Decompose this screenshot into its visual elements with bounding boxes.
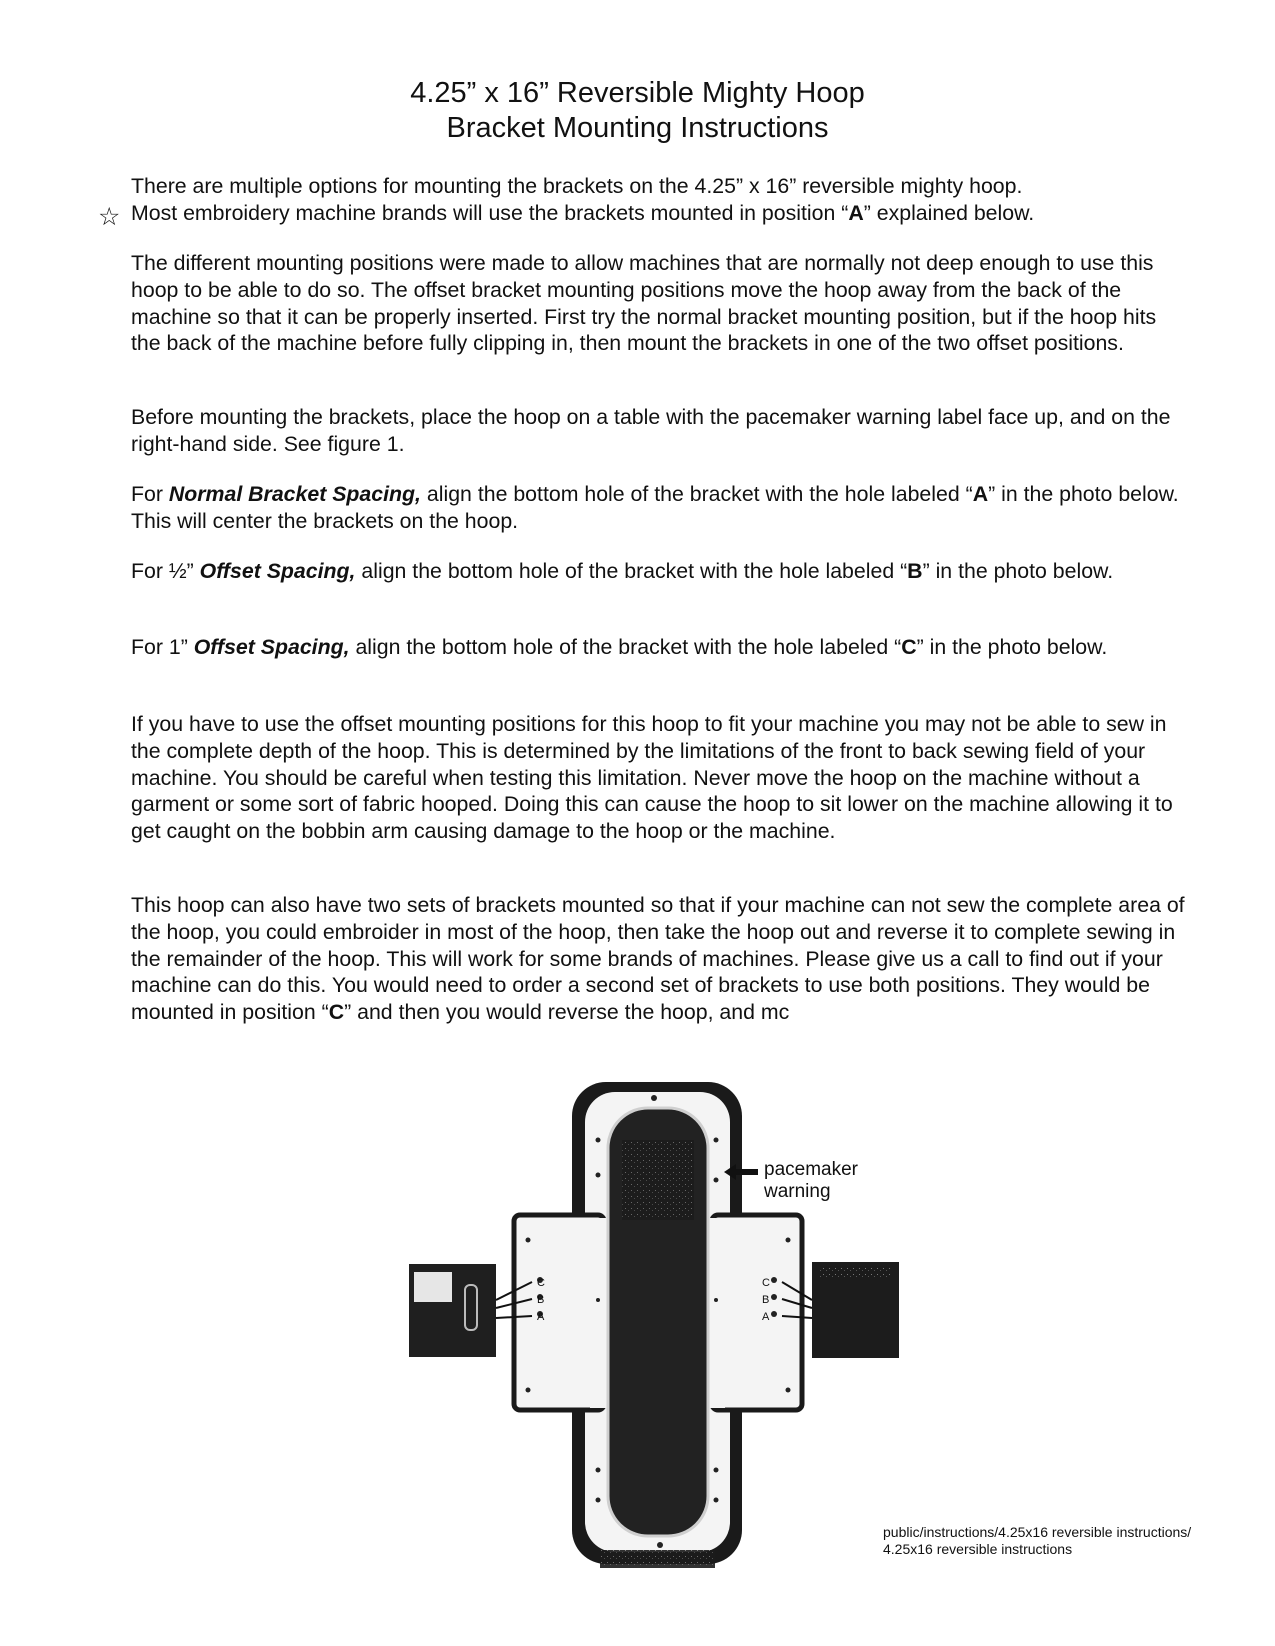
title-line-2: Bracket Mounting Instructions [446,112,829,144]
position-a-label: A [848,200,864,225]
right-hole-c-label: C [762,1277,770,1289]
title-line-1: 4.25” x 16” Reversible Mighty Hoop [410,77,865,109]
left-hole-c-label: C [537,1277,545,1289]
right-hole-b-label: B [762,1294,770,1306]
intro-line-2-end: ” explained below. [863,200,1035,225]
two-sets-hole-label: C [328,1000,345,1025]
pacemaker-label-line-2: warning [764,1181,831,1202]
one-hole-label: C [901,635,917,659]
left-bracket-clip [465,1285,477,1330]
paragraph-offset-limitations: If you have to use the offset mounting positions for this hoop to fit your machine you may not be able to sew in the complete depth of the hoop. This is determined by the limitations of the front to back sewing field of your machine. You should be careful when testing this limitation. Never move the hoop on the machine without a garment or some sort of fabric hooped. Doing this can cause the hoop to sit lower on the machine allowing it to get caught on the bobbin arm causing damage to the hoop or the machine. [131,712,1173,844]
one-pre: For 1” [131,635,194,659]
half-mid: align the bottom hole of the bracket with the hole labeled “ [355,559,908,583]
half-heading: Offset Spacing, [199,559,356,583]
half-post: ” in the photo below. [922,559,1114,583]
footer-line-2: 4.25x16 reversible instructions [883,1541,1073,1557]
paragraph-mounting-positions: The different mounting positions were made to allow machines that are normally not deep enough to use this hoop to be able to do so. The offset bracket mounting positions move the hoop away from the back of the machine so that it can be properly inserted. First try the normal bracket mounting position, but if the hoop hits the back of the machine before fully clipping in, then mount the brackets in one of the two offset positions. [131,251,1157,356]
two-sets-text: This hoop can also have two sets of brackets mounted so that if your machine can not sew the complete area of the hoop, you could embroider in most of the hoop, then take the hoop out and reverse it to complete sewing in the remainder of the hoop. This will work for some brands of machines. Please give us a call to find out if your machine can do this. You would need to order a second set of brackets to use both positions. They would be mounted in position “ [131,893,1185,1025]
right-hole-a-label: A [762,1311,770,1323]
normal-heading: Normal Bracket Spacing, [168,482,421,506]
normal-post: ” in the photo below. This will center the brackets on the hoop. [131,482,1179,533]
left-hole-a-label: A [537,1311,545,1323]
left-hole-b-label: B [537,1294,545,1306]
normal-mid: align the bottom hole of the bracket with the hole labeled “ [420,482,973,506]
photo-overlap [450,1052,735,1082]
half-pre: For ½” [131,559,200,583]
hoop-opening-texture [622,1140,694,1220]
pacemaker-label-line-1: pacemaker [764,1159,858,1180]
left-bracket-highlight [414,1272,452,1302]
footer-line-1: public/instructions/4.25x16 reversible instructions/ [883,1524,1192,1540]
hoop-bottom-texture [600,1550,715,1568]
intro-line-2-text: Most embroidery machine brands will use the brackets mounted in position “ [131,200,849,225]
footer-path [883,1524,1243,1558]
one-heading: Offset Spacing, [193,635,350,659]
normal-pre: For [131,482,169,506]
half-hole-label: B [907,559,923,583]
normal-hole-label: A [972,482,989,506]
two-sets-end: ” and then you would reverse the hoop, and mc [344,1000,790,1025]
right-bracket-texture [820,1266,890,1280]
paragraph-before-mounting: Before mounting the brackets, place the hoop on a table with the pacemaker warning label face up, and on the right-hand side. See figure 1. [131,405,1171,456]
hoop-right-arm [712,1215,802,1410]
one-mid: align the bottom hole of the bracket with the hole labeled “ [349,635,902,659]
one-post: ” in the photo below. [916,635,1108,659]
intro-line-1: There are multiple options for mounting the brackets on the 4.25” x 16” reversible mighty hoop. [131,174,1023,198]
star-icon: ☆ [98,203,121,231]
